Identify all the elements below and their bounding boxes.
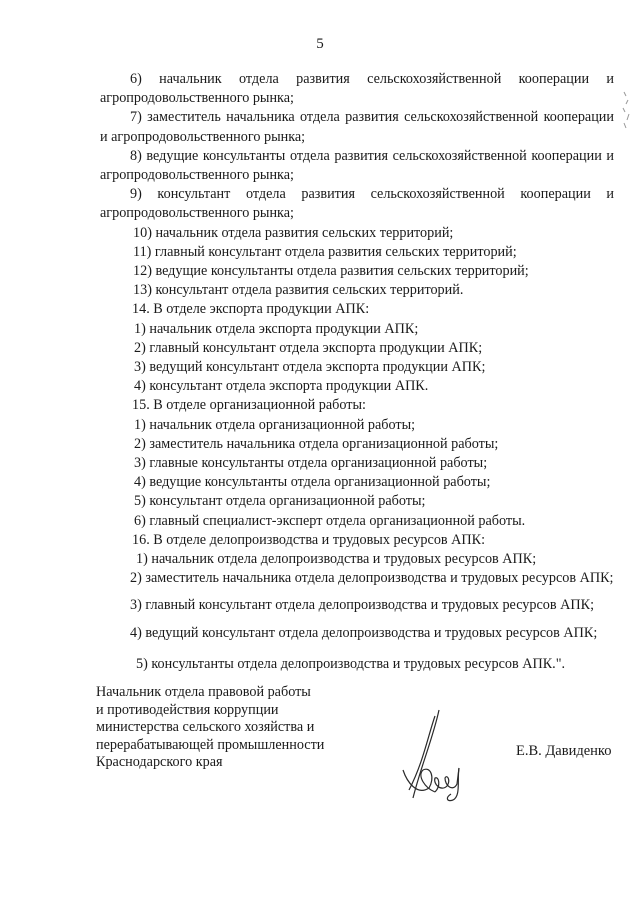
list-item: 2) главный консультант отдела экспорта продукции АПК; xyxy=(134,339,483,356)
signatory-title-line: и противодействия коррупции xyxy=(96,701,279,718)
list-item: 9) консультант отдела развития сельскохозяйственной кооперации и агропродовольственного рынка; xyxy=(100,186,614,222)
list-item: 5) консультанты отдела делопроизводства и трудовых ресурсов АПК.". xyxy=(136,655,566,672)
list-item: 1) начальник отдела организационной работы; xyxy=(134,416,416,433)
list-item: 3) главные консультанты отдела организационной работы; xyxy=(134,455,488,472)
list-item: 4) ведущие консультанты отдела организационной работы; xyxy=(134,474,491,491)
list-item: 1) начальник отдела экспорта продукции АПК; xyxy=(134,320,419,337)
list-item: 7) заместитель начальника отдела развития сельскохозяйственной кооперации и агропродовольственного рынка; xyxy=(100,109,614,145)
list-item: 2) заместитель начальника отдела делопроизводства и трудовых ресурсов АПК; xyxy=(130,570,614,587)
list-item: 2) заместитель начальника отдела организационной работы; xyxy=(134,435,499,452)
document-body xyxy=(100,70,614,674)
list-item: 8) ведущие консультанты отдела развития сельскохозяйственной кооперации и агропродовольственного рынка; xyxy=(100,147,614,184)
list-item: 4) ведущий консультант отдела делопроизводства и трудовых ресурсов АПК; xyxy=(130,624,598,641)
signatory-title-line: Начальник отдела правовой работы xyxy=(96,684,311,700)
signatory-title xyxy=(96,684,346,772)
list-item: 12) ведущие консультанты отдела развития сельских территорий; xyxy=(133,263,529,280)
section-heading: 16. В отделе делопроизводства и трудовых ресурсов АПК: xyxy=(132,531,486,548)
signatory-name: Е.В. Давиденко xyxy=(516,743,612,759)
list-item: 13) консультант отдела развития сельских территорий. xyxy=(133,282,464,299)
handwritten-signature xyxy=(395,708,475,803)
list-item: 3) главный консультант отдела делопроизводства и трудовых ресурсов АПК; xyxy=(130,597,595,614)
list-item: 6) начальник отдела развития сельскохозяйственной кооперации и агропродовольственного рынка; xyxy=(100,71,614,107)
list-item: 6) главный специалист-эксперт отдела организационной работы. xyxy=(134,512,526,529)
signatory-title-line: перерабатывающей промышленности xyxy=(96,736,325,753)
signatory-title-line: министерства сельского хозяйства и xyxy=(96,719,315,735)
signatory-title-line: Краснодарского края xyxy=(96,754,223,770)
list-item: 4) консультант отдела экспорта продукции АПК. xyxy=(134,378,429,395)
list-item: 1) начальник отдела делопроизводства и трудовых ресурсов АПК; xyxy=(136,551,537,568)
section-heading: 14. В отделе экспорта продукции АПК: xyxy=(132,301,370,318)
list-item: 11) главный консультант отдела развития сельских территорий; xyxy=(133,243,517,260)
list-item: 5) консультант отдела организационной работы; xyxy=(134,493,426,510)
list-item: 10) начальник отдела развития сельских территорий; xyxy=(133,224,454,241)
list-item: 3) ведущий консультант отдела экспорта продукции АПК; xyxy=(134,359,486,376)
scan-edge-mark xyxy=(620,90,634,130)
page-number: 5 xyxy=(316,36,324,52)
section-heading: 15. В отделе организационной работы: xyxy=(132,397,366,414)
